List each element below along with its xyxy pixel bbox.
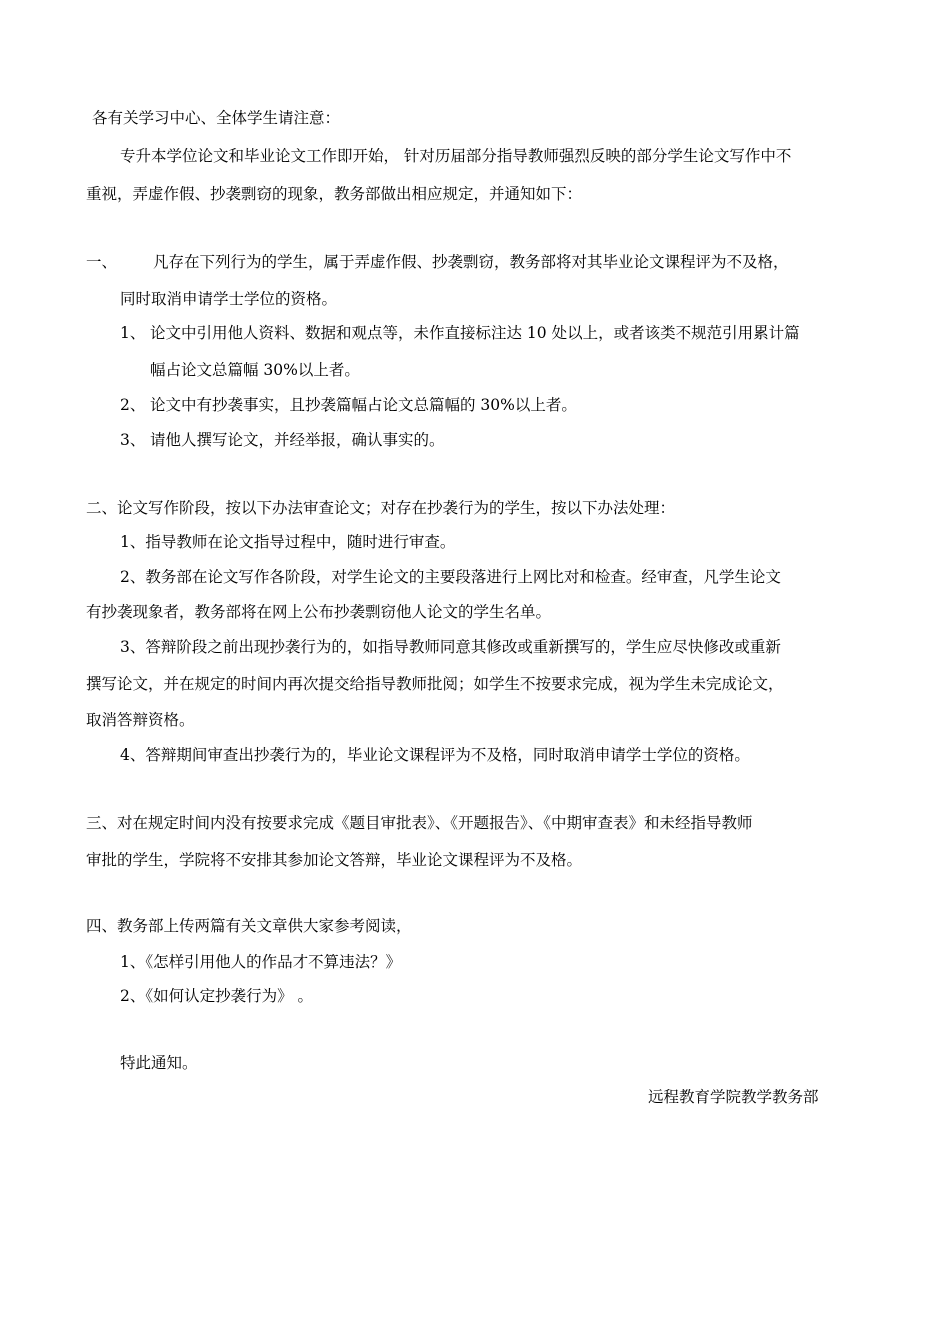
section1-marker: 一、	[86, 253, 118, 271]
signature: 远程教育学院教学教务部	[648, 1088, 819, 1106]
section2-item-3-line-1: 3、答辩阶段之前出现抄袭行为的，如指导教师同意其修改或重新撰写的，学生应尽快修改或重新	[120, 638, 781, 656]
section1-item-2-line-1: 论文中有抄袭事实，且抄袭篇幅占论文总篇幅的 30%以上者。	[150, 396, 577, 414]
section1-item-2-num: 2、	[120, 396, 146, 414]
section2-item-4: 4、答辩期间审查出抄袭行为的，毕业论文课程评为不及格，同时取消申请学士学位的资格。	[120, 746, 750, 764]
intro-line-1: 专升本学位论文和毕业论文工作即开始， 针对历届部分指导教师强烈反映的部分学生论文写作中不	[120, 147, 792, 165]
closing: 特此通知。	[120, 1054, 198, 1072]
intro-line-2: 重视，弄虚作假、抄袭剽窃的现象，教务部做出相应规定，并通知如下：	[86, 185, 583, 203]
section2-item-2-line-2: 有抄袭现象者，教务部将在网上公布抄袭剽窃他人论文的学生名单。	[86, 603, 552, 621]
section1-item-3-line-1: 请他人撰写论文，并经举报，确认事实的。	[150, 431, 445, 449]
section2-item-1: 1、指导教师在论文指导过程中，随时进行审查。	[120, 533, 456, 551]
section2-item-3-line-3: 取消答辩资格。	[86, 711, 195, 729]
section1-line-2: 同时取消申请学士学位的资格。	[120, 290, 338, 308]
section1-item-1-num: 1、	[120, 324, 146, 342]
section4-item-1: 1、《怎样引用他人的作品才不算违法？》	[120, 953, 402, 971]
section1-item-1-line-2: 幅占论文总篇幅 30%以上者。	[150, 361, 360, 379]
section2-item-3-line-2: 撰写论文，并在规定的时间内再次提交给指导教师批阅；如学生不按要求完成，视为学生未完成论文，	[86, 675, 784, 693]
section2-item-2-line-1: 2、教务部在论文写作各阶段，对学生论文的主要段落进行上网比对和检查。经审查，凡学生论文	[120, 568, 781, 586]
section3-line-2: 审批的学生，学院将不安排其参加论文答辩，毕业论文课程评为不及格。	[86, 851, 583, 869]
section2-heading: 二、论文写作阶段，按以下办法审查论文；对存在抄袭行为的学生，按以下办法处理：	[86, 499, 676, 517]
section1-item-1-line-1: 论文中引用他人资料、数据和观点等，未作直接标注达 10 处以上，或者该类不规范引用累计篇	[150, 324, 800, 342]
section1-item-3-num: 3、	[120, 431, 146, 449]
section4-heading: 四、教务部上传两篇有关文章供大家参考阅读，	[86, 917, 412, 935]
section3-line-1: 三、对在规定时间内没有按要求完成《题目审批表》、《开题报告》、《中期审查表》和未经指导教师	[86, 814, 753, 832]
section1-line-1: 凡存在下列行为的学生，属于弄虚作假、抄袭剽窃，教务部将对其毕业论文课程评为不及格，	[153, 253, 789, 271]
section4-item-2: 2、《如何认定抄袭行为》 。	[120, 987, 314, 1005]
salutation: 各有关学习中心、全体学生请注意：	[92, 109, 341, 127]
